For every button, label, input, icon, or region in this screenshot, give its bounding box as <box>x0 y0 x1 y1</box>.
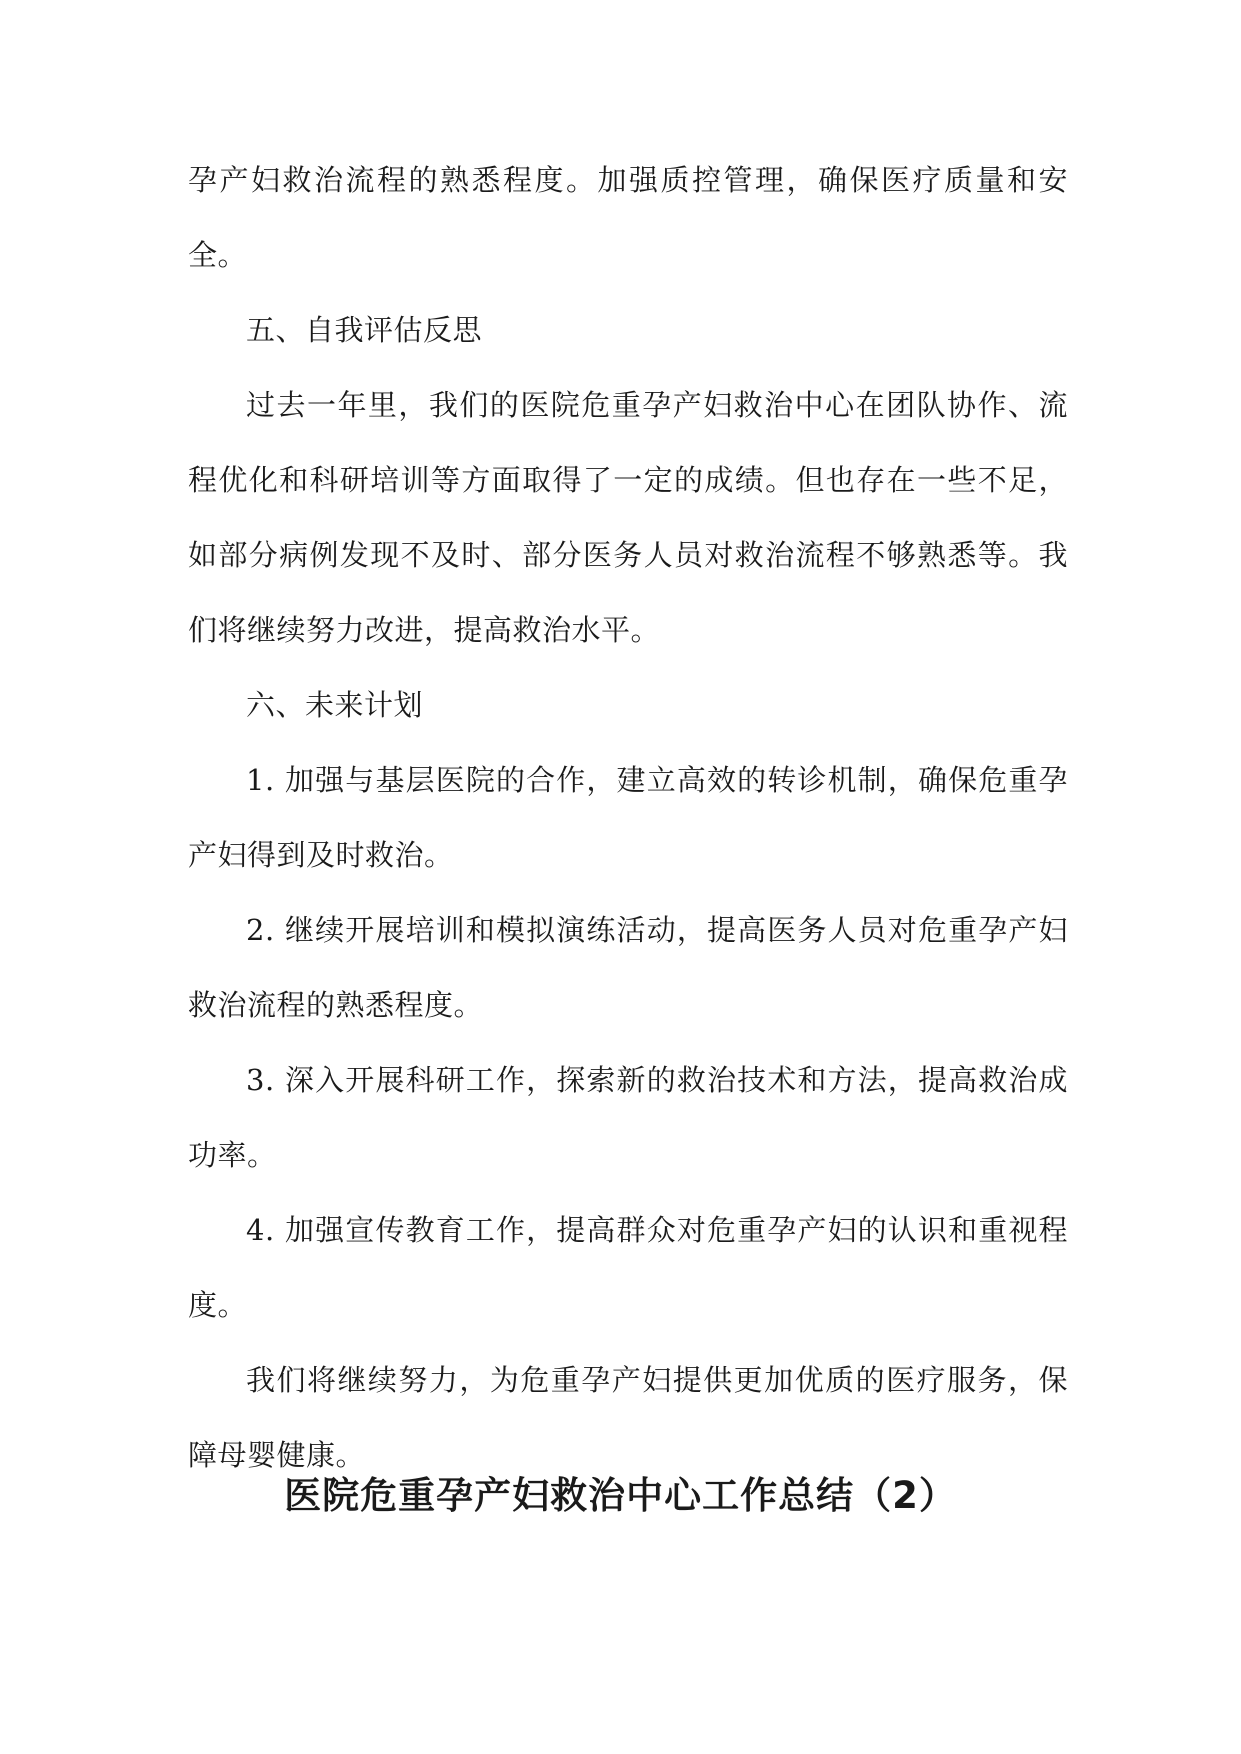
plan-item-4: 4. 加强宣传教育工作，提高群众对危重孕产妇的认识和重视程度。 <box>188 1213 1068 1322</box>
plan-item-1: 1. 加强与基层医院的合作，建立高效的转诊机制，确保危重孕产妇得到及时救治。 <box>188 763 1068 872</box>
section-heading-future-plan: 六、未来计划 <box>246 688 424 722</box>
closing-paragraph: 我们将继续努力，为危重孕产妇提供更加优质的医疗服务，保障母婴健康。 <box>188 1363 1068 1472</box>
paragraph-continuation: 孕产妇救治流程的熟悉程度。加强质控管理，确保医疗质量和安全。 <box>188 163 1068 272</box>
document-body <box>188 143 1068 1493</box>
plan-item-2: 2. 继续开展培训和模拟演练活动，提高医务人员对危重孕产妇救治流程的熟悉程度。 <box>188 913 1068 1022</box>
paragraph-self-evaluation: 过去一年里，我们的医院危重孕产妇救治中心在团队协作、流程优化和科研培训等方面取得了一定的成绩。但也存在一些不足，如部分病例发现不及时、部分医务人员对救治流程不够熟悉等。我们将继续努力改进，提高救治水平。 <box>188 388 1068 647</box>
section-heading-self-evaluation: 五、自我评估反思 <box>246 313 483 347</box>
plan-item-3: 3. 深入开展科研工作，探索新的救治技术和方法，提高救治成功率。 <box>188 1063 1068 1172</box>
next-document-title: 医院危重孕产妇救治中心工作总结（2） <box>284 1474 957 1517</box>
